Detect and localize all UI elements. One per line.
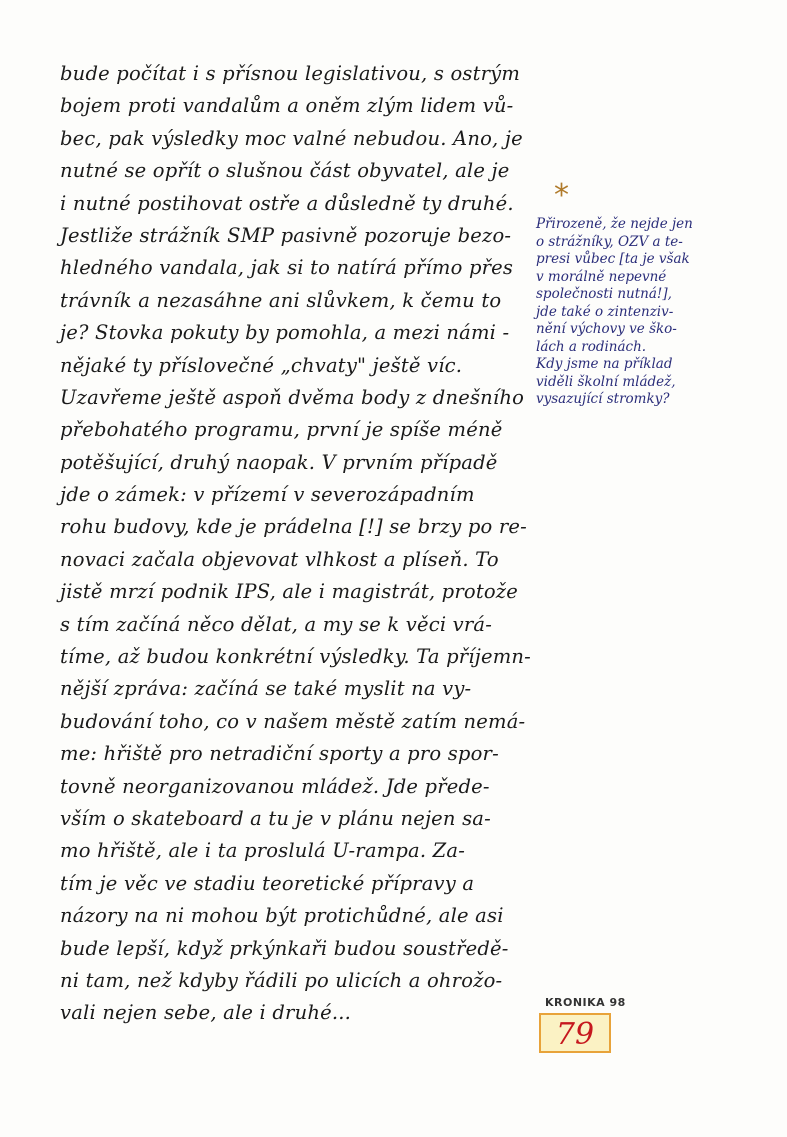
text-line: mo hřiště, ale i ta proslulá U-rampa. Za- xyxy=(60,839,466,863)
text-line: bude lepší, když prkýnkaři budou soustředě- xyxy=(60,936,509,960)
text-line: bude počítat i s přísnou legislativou, s ostrým xyxy=(60,62,521,85)
text-line: ni tam, než kdyby řádili po ulicích a ohrožo- xyxy=(60,968,503,992)
note-line: lách a rodinách. xyxy=(536,338,647,355)
page-number: 79 xyxy=(539,1013,611,1053)
text-line: Jestliže strážník SMP pasivně pozoruje bezo- xyxy=(60,223,512,247)
text-line: tovně neorganizovanou mládež. Jde přede- xyxy=(60,774,490,798)
text-line: s tím začíná něco dělat, a my se k věci vrá- xyxy=(60,612,493,636)
text-line: potěšující, druhý naopak. V prvním případě xyxy=(60,450,498,474)
note-line: v morálně nepevné xyxy=(536,268,667,285)
side-note xyxy=(536,216,781,409)
note-line: jde také o zintenziv- xyxy=(536,303,674,320)
text-line: i nutné postihovat ostře a důsledně ty druhé. xyxy=(60,191,514,215)
text-line: trávník a nezasáhne ani slůvkem, k čemu to xyxy=(60,288,502,312)
text-line: novaci začala objevovat vlhkost a plíseň. To xyxy=(60,547,499,571)
text-line: je? Stovka pokuty by pomohla, a mezi námi - xyxy=(60,321,510,345)
note-line: Přirozeně, že nejde jen xyxy=(536,216,693,232)
text-line: me: hřiště pro netradiční sporty a pro spor- xyxy=(60,742,499,766)
text-line: Uzavřeme ještě aspoň dvěma body z dnešního xyxy=(60,385,525,409)
text-line: tíme, až budou konkrétní výsledky. Ta příjemn- xyxy=(60,645,531,669)
note-line: o strážníky, OZV a te- xyxy=(536,233,683,250)
text-line: nutné se opřít o slušnou část obyvatel, ale je xyxy=(60,159,510,183)
text-line: hledného vandala, jak si to natírá přímo přes xyxy=(60,256,514,280)
text-line: názory na ni mohou být protichůdné, ale asi xyxy=(60,904,504,928)
note-line: nění výchovy ve ško- xyxy=(536,321,677,337)
text-line: tím je věc ve stadiu teoretické přípravy a xyxy=(60,871,475,895)
text-line: bec, pak výsledky moc valné nebudou. Ano, je xyxy=(60,126,523,150)
note-line: Kdy jsme na příklad xyxy=(536,356,673,372)
main-handwritten-text xyxy=(60,58,540,1030)
asterisk-marker: * xyxy=(554,178,569,213)
text-line: jde o zámek: v přízemí v severozápadním xyxy=(60,483,475,507)
text-line: přebohatého programu, první je spíše méně xyxy=(60,418,503,442)
text-line: bojem proti vandalům a oněm zlým lidem vů- xyxy=(60,94,514,118)
text-line: vším o skateboard a tu je v plánu nejen sa- xyxy=(60,806,491,830)
text-line: vali nejen sebe, ale i druhé... xyxy=(60,1001,352,1025)
text-line: rohu budovy, kde je prádelna [!] se brzy po re- xyxy=(60,515,527,539)
note-line: společnosti nutná!], xyxy=(536,286,672,302)
kronika-label: KRONIKA 98 xyxy=(545,996,626,1009)
note-line: presi vůbec [ta je však xyxy=(536,251,690,267)
note-line: vysazující stromky? xyxy=(536,391,670,407)
text-line: jistě mrzí podnik IPS, ale i magistrát, protože xyxy=(60,580,519,604)
text-line: budování toho, co v našem městě zatím nemá- xyxy=(60,709,526,733)
text-line: nější zpráva: začíná se také myslit na vy- xyxy=(60,677,472,701)
text-line: nějaké ty příslovečné „chvaty" ještě víc. xyxy=(60,353,463,377)
note-line: viděli školní mládež, xyxy=(536,373,676,390)
